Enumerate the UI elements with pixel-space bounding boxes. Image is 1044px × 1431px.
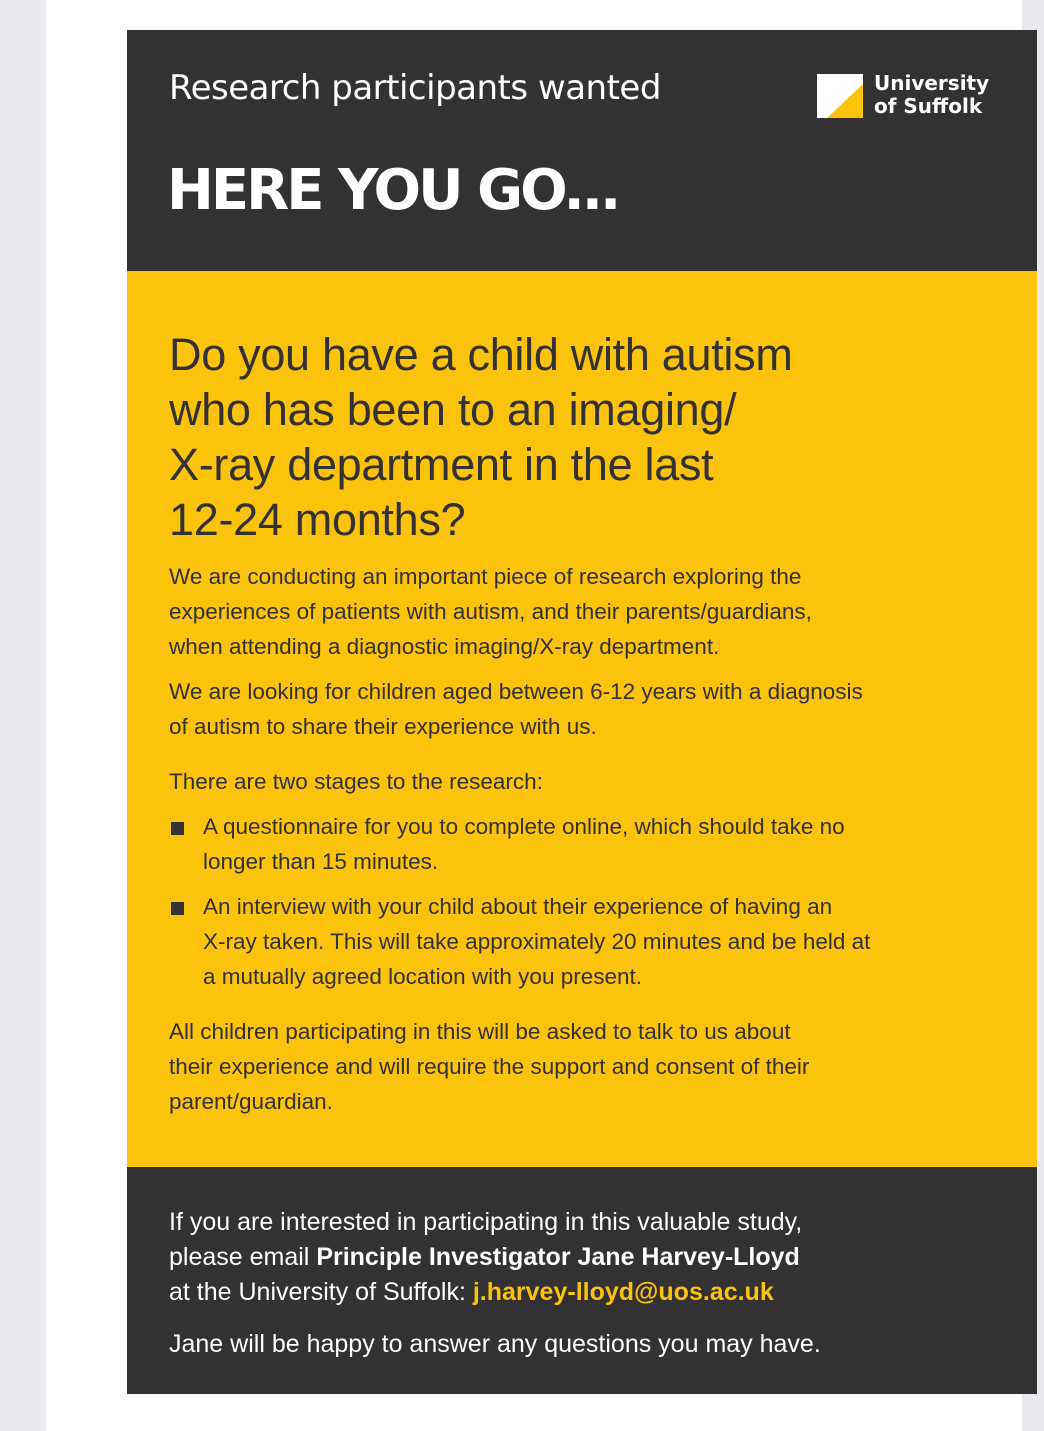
contact-line: If you are interested in participating in this valuable study, [169,1208,803,1236]
contact-prefix: at the University of Suffolk: [169,1278,473,1306]
poster-body [127,271,1037,1167]
stage-line: An interview with your child about their experience of having an [203,894,833,919]
question-line: X-ray department in the last [169,439,714,490]
contact-prefix: please email [169,1243,317,1271]
university-name-line2: of Suffolk [874,94,983,118]
document-page [46,0,1022,1431]
poster-headline: HERE YOU GO... [167,158,619,223]
closing-line: their experience and will require the support and consent of their [169,1054,810,1079]
bullet-square-icon [171,822,184,835]
university-logo-mark-icon [817,74,863,118]
question-line: who has been to an imaging/ [169,384,737,435]
main-question [169,327,989,547]
poster-subtitle: Research participants wanted [169,68,661,108]
stage-line: a mutually agreed location with you present. [203,964,643,989]
eligibility-line: We are looking for children aged between 6-12 years with a diagnosis [169,679,863,704]
closing-line: parent/guardian. [169,1089,333,1114]
contact-paragraph [169,1205,802,1310]
contact-line [169,1275,802,1310]
intro-line: experiences of patients with autism, and their parents/guardians, [169,599,812,624]
intro-line: when attending a diagnostic imaging/X-ray department. [169,634,720,659]
contact-line [169,1240,802,1275]
closing-line: All children participating in this will be asked to talk to us about [169,1019,791,1044]
stage-line: A questionnaire for you to complete online, which should take no [203,814,845,839]
stage-line: longer than 15 minutes. [203,849,439,874]
bullet-square-icon [171,902,184,915]
recruitment-poster [127,30,1037,1394]
contact-email-link[interactable]: j.harvey-lloyd@uos.ac.uk [472,1278,774,1306]
stage-line: X-ray taken. This will take approximately 20 minutes and be held at [203,929,871,954]
university-name-line1: University [874,71,990,95]
closing-paragraph [169,1014,999,1119]
poster-footer [127,1167,1037,1394]
stages-intro-text: There are two stages to the research: [169,769,543,794]
question-line: Do you have a child with autism [169,329,793,380]
university-logo [817,72,1007,122]
eligibility-paragraph [169,674,999,744]
eligibility-line: of autism to share their experience with us. [169,714,597,739]
closing-note: Jane will be happy to answer any questions you may have. [169,1330,821,1358]
question-line: 12-24 months? [169,494,466,545]
stages-intro [169,764,999,799]
intro-paragraph [169,559,999,664]
poster-header [127,30,1037,271]
university-name [874,72,989,118]
intro-line: We are conducting an important piece of research exploring the [169,564,802,589]
principal-investigator-name: Principle Investigator Jane Harvey-Lloyd [316,1243,800,1271]
stage-text [203,809,845,879]
stage-text [203,889,870,994]
